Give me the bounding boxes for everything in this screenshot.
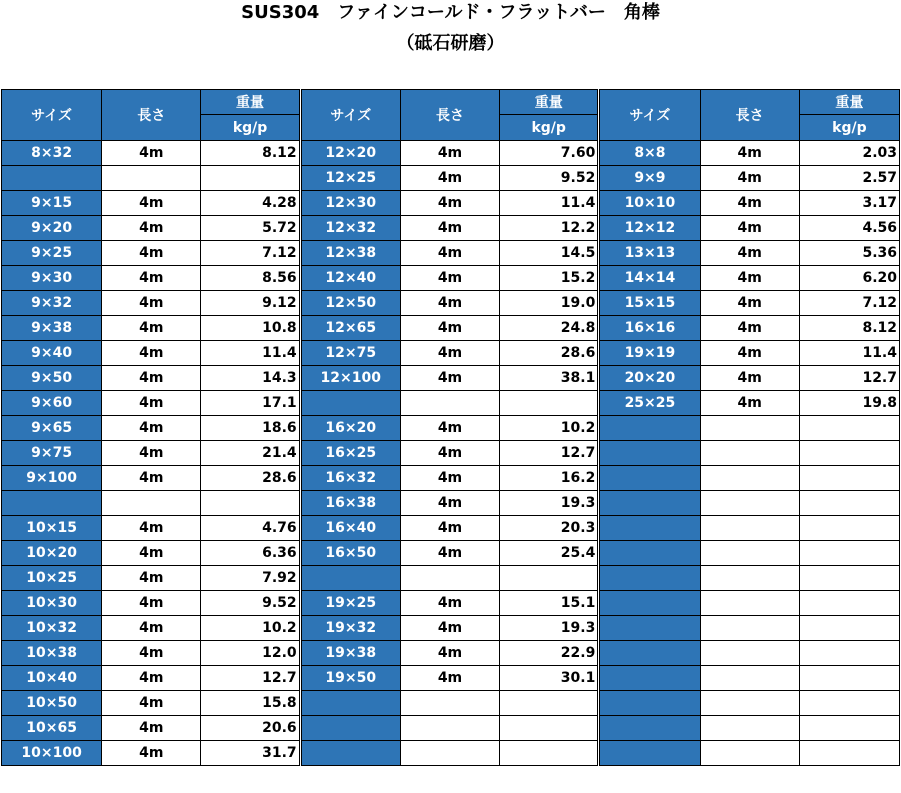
weight-cell: 19.3 — [500, 616, 599, 641]
size-cell: 12×40 — [300, 266, 400, 291]
size-cell — [599, 491, 700, 516]
length-cell — [700, 591, 799, 616]
length-cell: 4m — [102, 316, 201, 341]
weight-cell — [799, 466, 899, 491]
table-row — [2, 616, 900, 641]
length-cell: 4m — [700, 216, 799, 241]
table-row — [2, 391, 900, 416]
weight-cell — [201, 491, 300, 516]
weight-cell: 4.76 — [201, 516, 300, 541]
weight-cell: 19.3 — [500, 491, 599, 516]
size-cell — [300, 716, 400, 741]
weight-cell: 30.1 — [500, 666, 599, 691]
table-row — [2, 541, 900, 566]
length-cell: 4m — [400, 241, 499, 266]
length-cell — [700, 466, 799, 491]
length-cell: 4m — [102, 716, 201, 741]
weight-cell: 18.6 — [201, 416, 300, 441]
length-cell: 4m — [400, 466, 499, 491]
length-cell: 4m — [400, 591, 499, 616]
weight-cell: 20.3 — [500, 516, 599, 541]
length-cell — [700, 616, 799, 641]
table-row — [2, 641, 900, 666]
size-cell: 9×65 — [2, 416, 102, 441]
table-row — [2, 166, 900, 191]
size-cell: 13×13 — [599, 241, 700, 266]
header-length: 長さ — [102, 90, 201, 141]
weight-cell — [799, 566, 899, 591]
length-cell: 4m — [102, 241, 201, 266]
weight-cell: 11.4 — [500, 191, 599, 216]
header-weight: 重量 — [500, 90, 599, 115]
length-cell: 4m — [102, 741, 201, 766]
size-cell: 16×16 — [599, 316, 700, 341]
size-cell: 9×38 — [2, 316, 102, 341]
weight-cell: 7.60 — [500, 141, 599, 166]
size-cell — [599, 716, 700, 741]
weight-cell: 28.6 — [201, 466, 300, 491]
weight-cell: 10.8 — [201, 316, 300, 341]
size-cell — [599, 666, 700, 691]
length-cell: 4m — [102, 466, 201, 491]
table-row — [2, 591, 900, 616]
length-cell — [700, 741, 799, 766]
weight-cell — [799, 616, 899, 641]
length-cell — [700, 566, 799, 591]
weight-cell — [799, 691, 899, 716]
size-cell: 10×32 — [2, 616, 102, 641]
size-cell — [599, 616, 700, 641]
weight-cell: 5.72 — [201, 216, 300, 241]
size-cell: 19×32 — [300, 616, 400, 641]
length-cell: 4m — [400, 291, 499, 316]
length-cell: 4m — [700, 166, 799, 191]
size-cell — [599, 691, 700, 716]
weight-cell: 28.6 — [500, 341, 599, 366]
weight-cell: 3.17 — [799, 191, 899, 216]
weight-cell: 5.36 — [799, 241, 899, 266]
length-cell: 4m — [400, 491, 499, 516]
size-cell — [599, 441, 700, 466]
size-cell: 10×38 — [2, 641, 102, 666]
weight-cell: 7.12 — [201, 241, 300, 266]
length-cell: 4m — [700, 141, 799, 166]
length-cell: 4m — [102, 441, 201, 466]
length-cell — [400, 391, 499, 416]
size-cell — [599, 741, 700, 766]
size-cell — [300, 566, 400, 591]
weight-cell: 4.28 — [201, 191, 300, 216]
table-body — [2, 141, 900, 766]
spec-table — [1, 89, 900, 766]
size-cell: 9×25 — [2, 241, 102, 266]
length-cell: 4m — [700, 266, 799, 291]
page-title: SUS304 ファインコールド・フラットバー 角棒 — [241, 2, 660, 23]
weight-cell: 15.8 — [201, 691, 300, 716]
length-cell: 4m — [400, 216, 499, 241]
length-cell — [700, 541, 799, 566]
weight-cell: 9.52 — [201, 591, 300, 616]
length-cell: 4m — [102, 216, 201, 241]
header-row-1 — [2, 90, 900, 115]
size-cell: 9×32 — [2, 291, 102, 316]
size-cell — [599, 591, 700, 616]
size-cell: 10×25 — [2, 566, 102, 591]
length-cell — [400, 741, 499, 766]
table-row — [2, 366, 900, 391]
size-cell: 10×50 — [2, 691, 102, 716]
table-row — [2, 341, 900, 366]
length-cell: 4m — [400, 541, 499, 566]
weight-cell — [799, 741, 899, 766]
length-cell — [700, 491, 799, 516]
table-row — [2, 691, 900, 716]
weight-cell: 15.1 — [500, 591, 599, 616]
weight-cell: 8.56 — [201, 266, 300, 291]
weight-cell: 8.12 — [799, 316, 899, 341]
table-row — [2, 316, 900, 341]
length-cell — [700, 441, 799, 466]
weight-cell: 9.12 — [201, 291, 300, 316]
header-length: 長さ — [400, 90, 499, 141]
weight-cell: 16.2 — [500, 466, 599, 491]
header-unit: kg/p — [201, 115, 300, 141]
size-cell: 14×14 — [599, 266, 700, 291]
weight-cell: 7.92 — [201, 566, 300, 591]
length-cell: 4m — [700, 341, 799, 366]
size-cell: 10×40 — [2, 666, 102, 691]
size-cell: 12×32 — [300, 216, 400, 241]
weight-cell — [500, 691, 599, 716]
weight-cell — [500, 741, 599, 766]
length-cell: 4m — [102, 191, 201, 216]
size-cell: 19×25 — [300, 591, 400, 616]
weight-cell: 19.0 — [500, 291, 599, 316]
size-cell: 16×25 — [300, 441, 400, 466]
length-cell: 4m — [400, 416, 499, 441]
weight-cell: 10.2 — [500, 416, 599, 441]
length-cell: 4m — [700, 241, 799, 266]
size-cell: 10×65 — [2, 716, 102, 741]
size-cell: 9×50 — [2, 366, 102, 391]
length-cell: 4m — [400, 616, 499, 641]
size-cell: 12×38 — [300, 241, 400, 266]
length-cell — [700, 666, 799, 691]
weight-cell: 14.3 — [201, 366, 300, 391]
length-cell — [700, 516, 799, 541]
length-cell: 4m — [102, 616, 201, 641]
weight-cell — [799, 416, 899, 441]
length-cell: 4m — [102, 416, 201, 441]
length-cell — [700, 641, 799, 666]
weight-cell: 17.1 — [201, 391, 300, 416]
weight-cell — [799, 516, 899, 541]
header-size: サイズ — [300, 90, 400, 141]
length-cell: 4m — [400, 516, 499, 541]
weight-cell: 2.03 — [799, 141, 899, 166]
weight-cell — [799, 716, 899, 741]
weight-cell: 19.8 — [799, 391, 899, 416]
size-cell: 16×32 — [300, 466, 400, 491]
length-cell: 4m — [400, 316, 499, 341]
size-cell: 9×60 — [2, 391, 102, 416]
weight-cell: 6.36 — [201, 541, 300, 566]
size-cell — [300, 741, 400, 766]
weight-cell: 11.4 — [799, 341, 899, 366]
size-cell: 12×12 — [599, 216, 700, 241]
weight-cell: 8.12 — [201, 141, 300, 166]
length-cell — [400, 566, 499, 591]
table-row — [2, 441, 900, 466]
length-cell — [700, 416, 799, 441]
table-row — [2, 466, 900, 491]
table-row — [2, 416, 900, 441]
weight-cell: 10.2 — [201, 616, 300, 641]
size-cell: 16×40 — [300, 516, 400, 541]
length-cell: 4m — [400, 441, 499, 466]
size-cell: 12×20 — [300, 141, 400, 166]
size-cell — [300, 691, 400, 716]
table-row — [2, 566, 900, 591]
length-cell: 4m — [102, 141, 201, 166]
length-cell: 4m — [102, 291, 201, 316]
size-cell — [599, 416, 700, 441]
size-cell: 16×50 — [300, 541, 400, 566]
size-cell: 19×38 — [300, 641, 400, 666]
size-cell: 19×19 — [599, 341, 700, 366]
size-cell: 9×30 — [2, 266, 102, 291]
size-cell: 12×100 — [300, 366, 400, 391]
size-cell: 9×9 — [599, 166, 700, 191]
weight-cell — [201, 166, 300, 191]
size-cell: 8×8 — [599, 141, 700, 166]
length-cell: 4m — [102, 266, 201, 291]
size-cell: 20×20 — [599, 366, 700, 391]
table-row — [2, 516, 900, 541]
length-cell: 4m — [102, 341, 201, 366]
size-cell — [599, 516, 700, 541]
size-cell: 8×32 — [2, 141, 102, 166]
size-cell: 9×100 — [2, 466, 102, 491]
length-cell: 4m — [700, 316, 799, 341]
size-cell: 16×38 — [300, 491, 400, 516]
weight-cell: 22.9 — [500, 641, 599, 666]
size-cell: 10×30 — [2, 591, 102, 616]
table-row — [2, 241, 900, 266]
weight-cell: 14.5 — [500, 241, 599, 266]
weight-cell — [799, 441, 899, 466]
size-cell: 15×15 — [599, 291, 700, 316]
length-cell: 4m — [400, 191, 499, 216]
size-cell: 19×50 — [300, 666, 400, 691]
weight-cell: 12.0 — [201, 641, 300, 666]
table-row — [2, 741, 900, 766]
size-cell: 9×40 — [2, 341, 102, 366]
size-cell: 9×15 — [2, 191, 102, 216]
weight-cell: 25.4 — [500, 541, 599, 566]
length-cell: 4m — [102, 691, 201, 716]
size-cell: 10×20 — [2, 541, 102, 566]
size-cell: 12×25 — [300, 166, 400, 191]
weight-cell — [500, 716, 599, 741]
size-cell: 12×30 — [300, 191, 400, 216]
size-cell — [599, 541, 700, 566]
length-cell: 4m — [102, 541, 201, 566]
length-cell — [400, 691, 499, 716]
table-row — [2, 141, 900, 166]
size-cell — [2, 491, 102, 516]
weight-cell — [799, 666, 899, 691]
length-cell: 4m — [700, 391, 799, 416]
weight-cell — [500, 566, 599, 591]
table-row — [2, 666, 900, 691]
weight-cell: 15.2 — [500, 266, 599, 291]
length-cell: 4m — [102, 391, 201, 416]
weight-cell — [799, 591, 899, 616]
weight-cell: 12.7 — [500, 441, 599, 466]
length-cell — [102, 491, 201, 516]
size-cell — [599, 466, 700, 491]
weight-cell: 21.4 — [201, 441, 300, 466]
size-cell: 16×20 — [300, 416, 400, 441]
size-cell — [599, 566, 700, 591]
weight-cell — [500, 391, 599, 416]
weight-cell: 38.1 — [500, 366, 599, 391]
weight-cell: 12.2 — [500, 216, 599, 241]
length-cell — [400, 716, 499, 741]
size-cell: 12×50 — [300, 291, 400, 316]
header-length: 長さ — [700, 90, 799, 141]
length-cell: 4m — [400, 366, 499, 391]
header-unit: kg/p — [799, 115, 899, 141]
header-size: サイズ — [599, 90, 700, 141]
size-cell — [2, 166, 102, 191]
size-cell: 10×15 — [2, 516, 102, 541]
length-cell: 4m — [400, 266, 499, 291]
length-cell: 4m — [102, 366, 201, 391]
weight-cell: 20.6 — [201, 716, 300, 741]
weight-cell — [799, 641, 899, 666]
weight-cell: 31.7 — [201, 741, 300, 766]
weight-cell: 4.56 — [799, 216, 899, 241]
size-cell: 9×75 — [2, 441, 102, 466]
weight-cell: 11.4 — [201, 341, 300, 366]
length-cell — [102, 166, 201, 191]
weight-cell: 7.12 — [799, 291, 899, 316]
size-cell: 10×10 — [599, 191, 700, 216]
length-cell: 4m — [700, 191, 799, 216]
length-cell: 4m — [102, 516, 201, 541]
page-subtitle: （砥石研磨） — [396, 33, 505, 54]
length-cell: 4m — [400, 341, 499, 366]
weight-cell — [799, 491, 899, 516]
length-cell: 4m — [102, 566, 201, 591]
length-cell: 4m — [700, 366, 799, 391]
size-cell: 25×25 — [599, 391, 700, 416]
length-cell: 4m — [400, 166, 499, 191]
length-cell: 4m — [102, 641, 201, 666]
weight-cell: 24.8 — [500, 316, 599, 341]
size-cell: 12×65 — [300, 316, 400, 341]
length-cell: 4m — [102, 666, 201, 691]
size-cell: 12×75 — [300, 341, 400, 366]
weight-cell: 9.52 — [500, 166, 599, 191]
table-row — [2, 266, 900, 291]
weight-cell: 12.7 — [799, 366, 899, 391]
table-row — [2, 216, 900, 241]
length-cell: 4m — [400, 666, 499, 691]
size-cell: 9×20 — [2, 216, 102, 241]
table-row — [2, 291, 900, 316]
length-cell — [700, 716, 799, 741]
header-unit: kg/p — [500, 115, 599, 141]
table-row — [2, 716, 900, 741]
table-row — [2, 191, 900, 216]
weight-cell: 6.20 — [799, 266, 899, 291]
table-row — [2, 491, 900, 516]
length-cell: 4m — [400, 641, 499, 666]
size-cell: 10×100 — [2, 741, 102, 766]
size-cell — [599, 641, 700, 666]
header-weight: 重量 — [201, 90, 300, 115]
length-cell: 4m — [400, 141, 499, 166]
length-cell — [700, 691, 799, 716]
header-size: サイズ — [2, 90, 102, 141]
weight-cell: 2.57 — [799, 166, 899, 191]
size-cell — [300, 391, 400, 416]
weight-cell: 12.7 — [201, 666, 300, 691]
weight-cell — [799, 541, 899, 566]
length-cell: 4m — [700, 291, 799, 316]
header-weight: 重量 — [799, 90, 899, 115]
length-cell: 4m — [102, 591, 201, 616]
